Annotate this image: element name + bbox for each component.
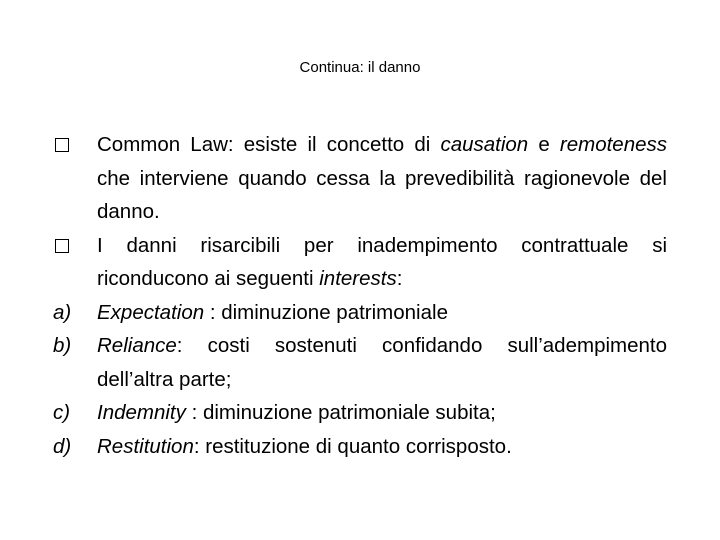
list-marker: a)	[53, 300, 72, 324]
checkbox-bullet-icon	[53, 229, 69, 264]
list-marker: d)	[53, 434, 72, 458]
list-item-indemnity: c) Indemnity : diminuzione patrimoniale subita;	[53, 396, 667, 430]
list-term: Expectation	[97, 300, 205, 324]
list-item-restitution: d) Restitution: restituzione di quanto corrisposto.	[53, 430, 667, 464]
slide-body	[53, 128, 667, 463]
checkbox-bullet-icon	[53, 128, 69, 163]
list-term: Reliance	[97, 334, 177, 357]
slide-title: Continua: il danno	[299, 59, 421, 76]
list-marker: b)	[53, 334, 72, 357]
bullet-interests: I danni risarcibili per inadempimento contrattuale si riconducono ai seguenti interests:	[53, 229, 667, 296]
list-term: Restitution	[97, 434, 194, 458]
list-item-expectation: a) Expectation : diminuzione patrimoniale	[53, 296, 667, 330]
list-marker: c)	[53, 401, 71, 424]
list-item-reliance: b) Reliance: costi sostenuti confidando sull’adempimento dell’altra parte;	[53, 329, 667, 396]
bullet-causation: Common Law: esiste il concetto di causation e remoteness che interviene quando cessa la prevedibilità ragionevole del danno.	[53, 128, 667, 229]
list-term: Indemnity	[97, 401, 186, 424]
